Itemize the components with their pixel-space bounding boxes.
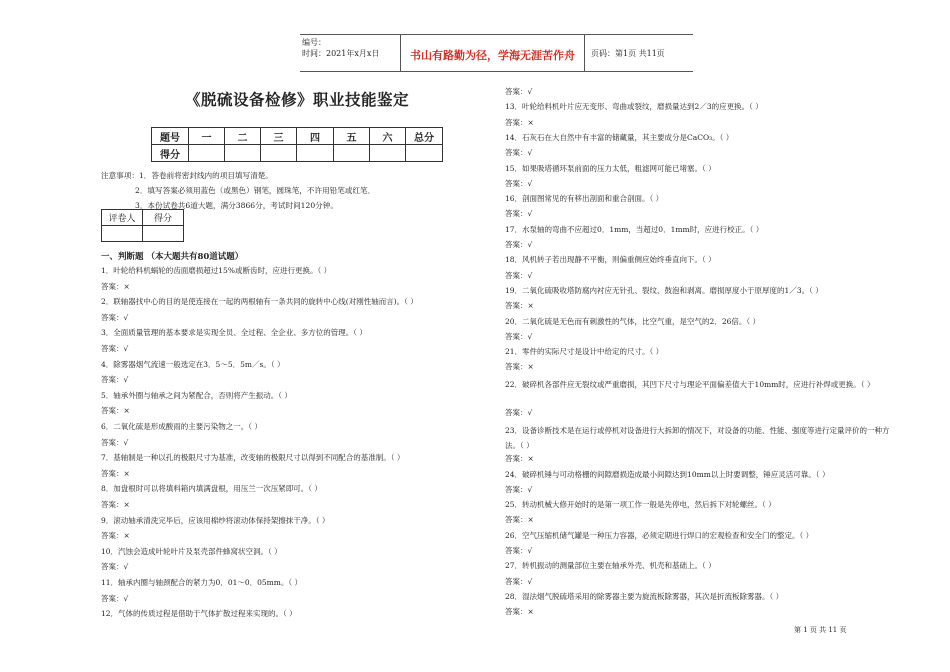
answer-line: 答案：√	[505, 484, 533, 494]
answer-line: 答案：√	[505, 178, 533, 188]
answer-line: 答案：×	[101, 500, 130, 509]
score-row-label: 得分	[152, 145, 189, 162]
answer-line: 答案：√	[505, 270, 533, 280]
grader-input-row	[102, 226, 184, 242]
section-title: 一、判断题 （本大题共有80道试题）	[101, 252, 244, 262]
question-line: 11．轴承内圈与轴颈配合的紧力为0．01～0．05mm。（ ）	[101, 578, 303, 587]
question-line: 20．二氧化硫是无色而有刺激性的气体，比空气重，是空气的2．26倍。（ ）	[505, 316, 760, 326]
answer-line: 答案：√	[505, 240, 533, 249]
page-header	[300, 34, 693, 72]
question-line: 5．轴承外圈与轴承之间为紧配合，否则将产生振动。（ ）	[101, 390, 292, 400]
score-header-cell: 五	[334, 128, 370, 145]
score-header-cell: 四	[297, 128, 334, 145]
score-input-cell[interactable]	[143, 226, 184, 242]
score-input-cell[interactable]	[225, 145, 261, 162]
question-line: 1．叶轮给料机蜗轮的齿面磨损超过15%或断齿时，应进行更换。（ ）	[101, 266, 332, 275]
score-label: 得分	[143, 210, 184, 226]
score-header-cell: 题号	[152, 128, 189, 145]
question-line: 17．水泵轴的弯曲不应超过0．1mm，当超过0．1mm时，应进行校正。（ ）	[505, 224, 764, 234]
question-line: 27．转机振动的测量部位主要在轴承外壳、机壳和基础上。（ ）	[505, 561, 716, 571]
page-footer: 第 1 页 共 11 页	[794, 626, 847, 634]
score-header-cell: 三	[261, 128, 297, 145]
score-header-row	[152, 128, 443, 145]
question-line: 3．全面质量管理的基本要求是实现全员、全过程、全企业、多方位的管理。（ ）	[101, 328, 367, 338]
question-line: 28．湿法烟气脱硫塔采用的除雾器主要为旋流板除雾器，其次是折流板除雾器。（ ）	[505, 591, 784, 601]
answer-line: 答案：×	[101, 468, 130, 478]
answer-line: 答案：×	[505, 515, 534, 525]
grader-header-row	[102, 210, 184, 226]
exam-title: 《脱硫设备检修》职业技能鉴定	[184, 90, 409, 109]
note-line: 注意事项：1．答卷前将密封线内的项目填写清楚。	[101, 171, 273, 180]
answer-line: 答案：√	[101, 437, 129, 447]
answer-line: 答案：√	[505, 87, 533, 96]
answer-line: 答案：√	[101, 375, 129, 385]
question-line: 10．汽蚀会造成叶轮叶片及泵壳部件蜂窝状空洞。（ ）	[101, 546, 282, 556]
answer-line: 答案：×	[505, 301, 534, 311]
grader-input-cell[interactable]	[102, 226, 143, 242]
answer-line: 答案：×	[505, 607, 534, 617]
question-line: 26．空气压缩机储气罐是一种压力容器，必须定期进行焊口的宏观检查和安全门的整定。（ ）	[505, 530, 814, 540]
score-value-row	[152, 145, 443, 162]
question-line: 8．加盘根时可以将填料箱内填满盘根，用压兰一次压紧即可。（ ）	[101, 484, 322, 494]
answer-line: 答案：×	[505, 362, 534, 372]
question-line: 6．二氧化硫是形成酸雨的主要污染物之一。（ ）	[101, 422, 262, 431]
score-input-cell[interactable]	[261, 145, 297, 162]
score-input-cell[interactable]	[297, 145, 334, 162]
time-label: 时间：2021年x月x日	[302, 49, 380, 58]
left-question-column	[101, 265, 491, 619]
question-line: 19．二氧化硫吸收塔防腐内衬应无针孔、裂纹、鼓泡和剥离。磨损厚度小于原厚度的1／3。（ ）	[505, 285, 823, 295]
score-input-cell[interactable]	[189, 145, 225, 162]
score-input-cell[interactable]	[334, 145, 370, 162]
note-line: 3．本份试卷共6道大题，满分3866分，考试时间120分钟。	[135, 201, 338, 210]
score-header-cell: 一	[189, 128, 225, 145]
answer-line: 答案：√	[505, 408, 533, 418]
right-question-column	[505, 86, 900, 617]
grader-table	[101, 209, 184, 242]
question-line: 15．如果吸塔循环泵前面的压力太低，粗滤网可能已堵塞。（ ）	[505, 163, 716, 173]
question-line: 4．除雾器烟气流速一般选定在3．5～5．5m／s。（ ）	[101, 359, 285, 369]
grader-label: 评卷人	[102, 210, 143, 226]
question-line: 14．石灰石在大自然中有丰富的储藏量，其主要成分是CaCO₃。（ ）	[505, 132, 734, 142]
question-line: 25．转动机械大修开始时的是第一项工作一般是先停电，然后拆下对轮螺丝。（ ）	[505, 500, 776, 510]
header-page-cell	[585, 35, 693, 71]
answer-line: 答案：×	[101, 281, 130, 291]
header-info-cell	[300, 35, 401, 71]
answer-line: 答案：√	[505, 331, 533, 341]
motto-text: 书山有路勤为径，学海无涯苦作舟	[410, 49, 575, 62]
answer-line: 答案：√	[101, 593, 129, 603]
score-header-cell: 六	[370, 128, 406, 145]
answer-line: 答案：√	[101, 312, 129, 322]
question-line: 18．风机转子若出现静不平衡，则偏重侧应始终垂直向下。（ ）	[505, 255, 716, 265]
answer-line: 答案：×	[505, 454, 534, 464]
page-info: 页码：第1页 共11页	[591, 49, 665, 58]
answer-line: 答案：√	[505, 546, 533, 555]
number-label: 编号：	[302, 38, 326, 47]
question-line: 24．破碎机锤与可动格栅的间隙磨损造成最小间隙达到10mm以上时要调整，锤应灵活可靠。（ ）	[505, 469, 830, 479]
answer-line: 答案：√	[505, 148, 533, 158]
score-table	[151, 127, 443, 162]
score-header-cell: 总分	[406, 128, 443, 145]
question-line: 2．联轴器找中心的目的是使连接在一起的两根轴有一条共同的旋转中心线(对刚性轴而言)。（ ）	[101, 297, 418, 307]
question-line: 7．基轴制是一种以孔的极限尺寸为基准，改变轴的极限尺寸以得到不同配合的基准制。（ ）	[101, 453, 405, 463]
question-line: 21．零件的实际尺寸是设计中给定的尺寸。（ ）	[505, 347, 664, 357]
note-line: 2．填写答案必须用蓝色（或黑色）钢笔，圆珠笔，不许用铅笔或红笔．	[135, 186, 376, 195]
question-line: 12．气体的传质过程是借助于气体扩散过程来实现的。（ ）	[101, 609, 297, 619]
answer-line: 答案：×	[101, 531, 130, 541]
answer-line: 答案：√	[505, 576, 533, 586]
question-line: 16．剖面图常见的有移出剖面和重合剖面。（ ）	[505, 194, 664, 204]
question-line: 9．滚动轴承清洗完毕后，应该用棉纱将滚动体保持架擦抹干净。（ ）	[101, 515, 330, 525]
answer-line: 答案：×	[505, 117, 534, 127]
answer-line: 答案：√	[101, 562, 129, 572]
answer-line: 答案：√	[101, 344, 129, 353]
question-line: 22．破碎机各部件应无裂纹或严重磨损，其凹下尺寸与理论平面偏差值大于10mm时，应进行补焊或更换。（ ）	[505, 379, 875, 389]
question-line: 23．设备诊断技术是在运行或停机对设备进行大拆卸的情况下，对设备的功能、性能、强度等进行定量评价的一种方法。（ ）	[505, 425, 890, 450]
score-input-cell[interactable]	[406, 145, 443, 162]
score-input-cell[interactable]	[370, 145, 406, 162]
answer-line: 答案：×	[101, 406, 130, 416]
score-header-cell: 二	[225, 128, 261, 145]
question-line: 13．叶轮给料机叶片应无变形、弯曲或裂纹，磨损量达到2／3的应更换。（ ）	[505, 102, 763, 112]
header-motto-cell	[401, 35, 585, 71]
exam-notes	[101, 168, 375, 213]
answer-line: 答案：√	[505, 209, 533, 219]
